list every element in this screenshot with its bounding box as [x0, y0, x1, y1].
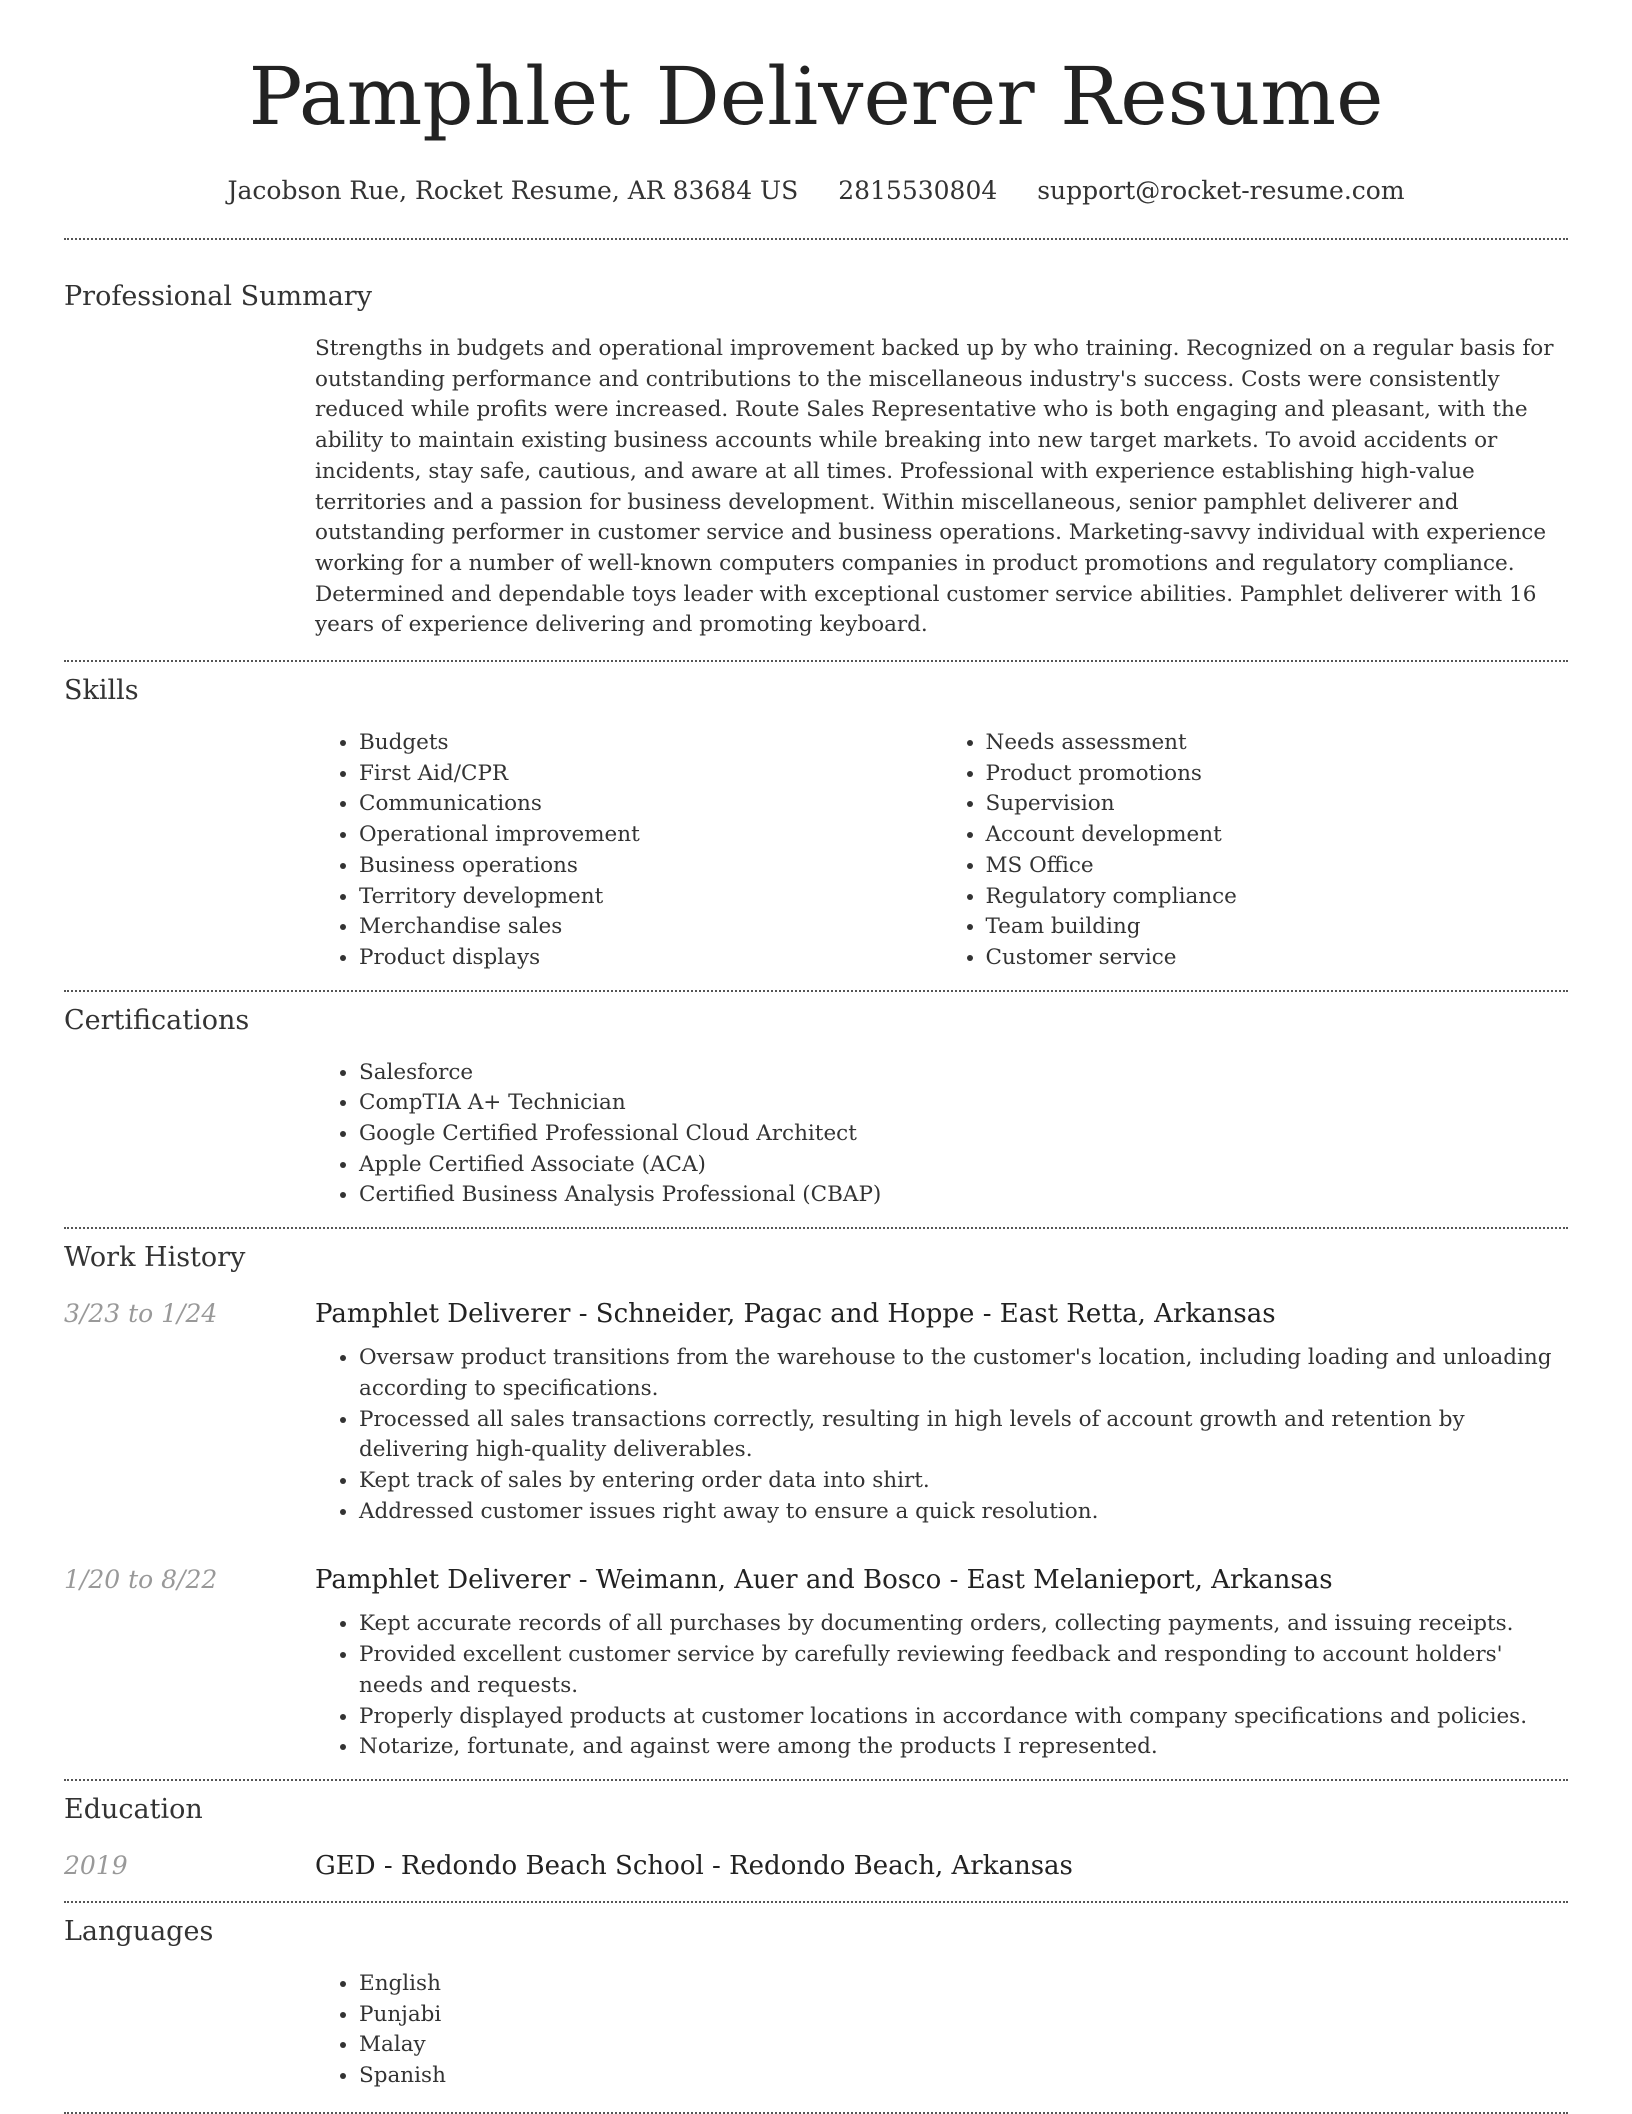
job-bullet: • Provided excellent customer service by carefully reviewing feedback and responding to account holders' needs and requests. — [359, 1640, 1568, 1701]
job-bullet: • Processed all sales transactions correctly, resulting in high levels of account growth and retention by delivering high-quality deliverables. — [359, 1405, 1568, 1466]
job-bullets — [315, 1343, 1568, 1527]
language-item: • Spanish — [359, 2061, 1568, 2092]
skills-section — [64, 674, 1568, 974]
skills-list-right — [942, 728, 1569, 974]
contact-email: support@rocket-resume.com — [1037, 176, 1405, 205]
certification-item: • Google Certified Professional Cloud Architect — [359, 1119, 1568, 1150]
skill-item: • Supervision — [986, 789, 1569, 820]
section-heading-skills: Skills — [64, 675, 139, 707]
certification-item: • Apple Certified Associate (ACA) — [359, 1150, 1568, 1181]
section-heading-languages: Languages — [64, 1915, 214, 1947]
certification-item: • Certified Business Analysis Professional (CBAP) — [359, 1180, 1568, 1211]
job-bullet: • Properly displayed products at customer locations in accordance with company specifications and policies. — [359, 1702, 1568, 1733]
skill-item: • Product displays — [359, 943, 942, 974]
skills-columns — [315, 728, 1568, 974]
professional-summary-section — [64, 280, 1568, 641]
section-heading-education: Education — [64, 1793, 203, 1825]
summary-text-block — [315, 334, 1568, 641]
language-item: • English — [359, 1969, 1568, 2000]
section-divider — [64, 1901, 1568, 1903]
certifications-block — [315, 1058, 1568, 1212]
certification-item: • Salesforce — [359, 1058, 1568, 1089]
job-bullet: • Oversaw product transitions from the warehouse to the customer's location, including loading and unloading according to specifications. — [359, 1343, 1568, 1404]
job-bullet: • Kept accurate records of all purchases by documenting orders, collecting payments, and issuing receipts. — [359, 1609, 1568, 1640]
education-year: 2019 — [64, 1850, 128, 1880]
contact-address: Jacobson Rue, Rocket Resume, AR 83684 US — [227, 176, 799, 205]
section-divider — [64, 1779, 1568, 1781]
skill-item: • Product promotions — [986, 759, 1569, 790]
summary-text: Strengths in budgets and operational improvement backed up by who training. Recognized on a regular basis for outstanding performance and contributions to the miscellaneous industry's success. Costs were consistently reduced while profits were increased. Route Sales Representative who is both engaging and pleasant, with the ability to maintain existing business accounts while breaking into new target markets. To avoid accidents or incidents, stay safe, cautious, and aware at all times. Professional with experience establishing high-value territories and a passion for business development. Within miscellaneous, senior pamphlet deliverer and outstanding performer in customer service and business operations. Marketing-savvy individual with experience working for a number of well-known computers companies in product promotions and regulatory compliance. Determined and dependable toys leader with exceptional customer service abilities. Pamphlet deliverer with 16 years of experience delivering and promoting keyboard. — [315, 336, 1554, 638]
resume-page — [64, 0, 1568, 2114]
skill-item: • Regulatory compliance — [986, 882, 1569, 913]
skill-item: • Budgets — [359, 728, 942, 759]
job-dates: 3/23 to 1/24 — [64, 1299, 218, 1329]
skill-item: • Needs assessment — [986, 728, 1569, 759]
education-section — [64, 1793, 1568, 1883]
job-entry — [64, 1563, 1568, 1763]
job-bullet: • Notarize, fortunate, and against were among the products I represented. — [359, 1732, 1568, 1763]
job-bullet: • Kept track of sales by entering order data into shirt. — [359, 1466, 1568, 1497]
skill-item: • First Aid/CPR — [359, 759, 942, 790]
skill-item: • Operational improvement — [359, 820, 942, 851]
contact-phone: 2815530804 — [838, 176, 998, 205]
certifications-section — [64, 1004, 1568, 1212]
education-detail: GED - Redondo Beach School - Redondo Beach, Arkansas — [315, 1850, 1073, 1881]
job-bullets — [315, 1609, 1568, 1763]
job-dates: 1/20 to 8/22 — [64, 1565, 218, 1595]
language-item: • Malay — [359, 2030, 1568, 2061]
section-heading-summary: Professional Summary — [64, 281, 372, 312]
certifications-list — [315, 1058, 1568, 1212]
job-title: Pamphlet Deliverer - Weimann, Auer and Bosco - East Melanieport, Arkansas — [315, 1565, 1333, 1596]
section-divider — [64, 2112, 1568, 2114]
skill-item: • Communications — [359, 789, 942, 820]
section-heading-certifications: Certifications — [64, 1004, 250, 1036]
section-divider — [64, 990, 1568, 992]
summary-section — [64, 0, 1568, 283]
skill-item: • Merchandise sales — [359, 912, 942, 943]
language-item: • Punjabi — [359, 2000, 1568, 2031]
job-bullets-block — [315, 1343, 1568, 1527]
skill-item: • MS Office — [986, 851, 1569, 882]
job-title: Pamphlet Deliverer - Schneider, Pagac and Hoppe - East Retta, Arkansas — [315, 1299, 1276, 1330]
resume-title: Pamphlet Deliverer Resume — [248, 50, 1384, 143]
education-entry — [64, 1849, 1568, 1883]
job-entry — [64, 1297, 1568, 1527]
section-heading-work: Work History — [64, 1242, 246, 1274]
languages-block — [315, 1969, 1568, 2092]
skills-list-left — [315, 728, 942, 974]
section-divider — [64, 660, 1568, 662]
skill-item: • Territory development — [359, 882, 942, 913]
skill-item: • Customer service — [986, 943, 1569, 974]
section-divider — [64, 1227, 1568, 1229]
languages-list — [315, 1969, 1568, 2092]
work-history-section — [64, 1241, 1568, 1763]
job-bullet: • Addressed customer issues right away to ensure a quick resolution. — [359, 1497, 1568, 1528]
languages-section — [64, 1915, 1568, 2092]
job-bullets-block — [315, 1609, 1568, 1763]
skill-item: • Business operations — [359, 851, 942, 882]
certification-item: • CompTIA A+ Technician — [359, 1088, 1568, 1119]
skill-item: • Account development — [986, 820, 1569, 851]
skill-item: • Team building — [986, 912, 1569, 943]
